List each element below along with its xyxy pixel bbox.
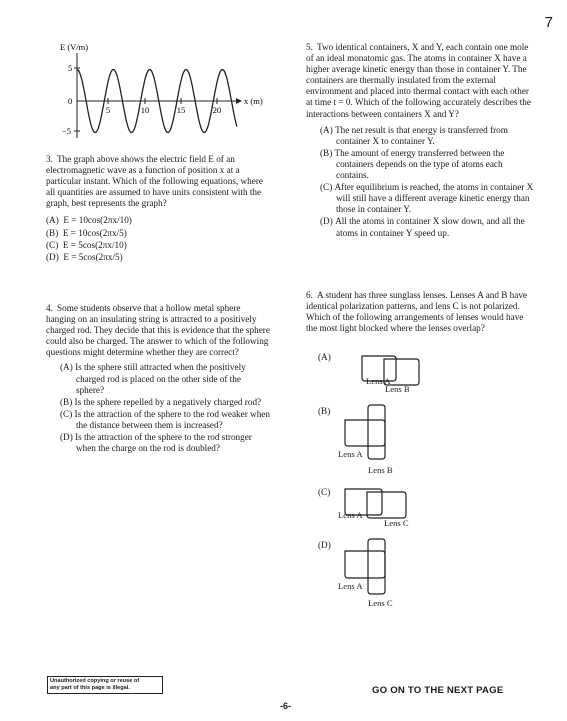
- q6c-lens-c-label: Lens C: [384, 518, 409, 528]
- q6d-lens-a-label: Lens A: [338, 581, 363, 591]
- q6a-lens-a-label: Lens A: [366, 376, 391, 386]
- graph-x-arrow: [236, 98, 242, 104]
- q6b-lens-b-label: Lens B: [368, 465, 393, 475]
- lens-a-outline: [345, 551, 385, 578]
- q3-option-c[interactable]: (C) E = 5cos(2πx/10): [46, 239, 127, 250]
- question-3: [46, 154, 271, 263]
- q5-option-b[interactable]: (B) The amount of energy transferred between the containers depends on the type of atoms each contains.: [320, 147, 505, 181]
- footer-page-label: -6-: [280, 701, 291, 711]
- lens-a-outline: [345, 420, 385, 446]
- q6c-lens-a-label: Lens A: [338, 510, 363, 520]
- q4-option-d[interactable]: (D) Is the attraction of the sphere to the rod stronger when the charge on the rod is doubled?: [60, 432, 252, 454]
- question-4: [46, 303, 271, 454]
- q6-option-b-label[interactable]: (B): [318, 406, 331, 416]
- graph-x-tick-10: 10: [140, 105, 150, 115]
- question-5: [306, 42, 536, 239]
- q6-option-a-label[interactable]: (A): [318, 352, 331, 362]
- electric-field-graph: [40, 38, 285, 143]
- q4-option-b[interactable]: (B) Is the sphere repelled by a negatively charged rod?: [60, 396, 262, 407]
- q3-option-d[interactable]: (D) E = 5cos(2πx/5): [46, 251, 123, 262]
- page-number: 7: [544, 14, 553, 31]
- question-6: [306, 290, 536, 334]
- graph-y-label: E (V/m): [60, 42, 89, 52]
- question-4-text: 4. Some students observe that a hollow metal sphere hanging on an insulating string is attracted to a positively charged rod. They decide that this is evidence that the sphere could also be charged. The answer to which of the following questions might determine whether they are correct?: [46, 303, 270, 358]
- graph-x-label: x (m): [244, 96, 263, 106]
- go-on-instruction: GO ON TO THE NEXT PAGE: [372, 685, 504, 696]
- graph-y-tick-5: 5: [68, 63, 73, 73]
- question-3-text: 3. The graph above shows the electric field E of an electromagnetic wave as a function of position x at a particular instant. Which of the following equations, where all quantities are assumed to have units consistent with the graph, best represents the graph?: [46, 154, 263, 209]
- q3-option-a[interactable]: (A) E = 10cos(2πx/10): [46, 215, 132, 226]
- q6d-lens-c-label: Lens C: [368, 598, 393, 608]
- q6a-lens-b-label: Lens B: [385, 384, 410, 394]
- q5-option-a[interactable]: (A) The net result is that energy is transferred from container X to container Y.: [320, 124, 508, 146]
- graph-y-tick-neg5: −5: [62, 126, 72, 136]
- question-6-text: 6. A student has three sunglass lenses. Lenses A and B have identical polarization patterns, and lens C is not polarized. Which of the following arrangements of lenses would have the most light blocked where the lenses overlap?: [306, 290, 528, 334]
- graph-x-tick-15: 15: [176, 105, 186, 115]
- q5-option-d[interactable]: (D) All the atoms in container X slow down, and all the atoms in container Y speed up.: [320, 216, 525, 238]
- q6b-lens-a-label: Lens A: [338, 449, 363, 459]
- q4-option-a[interactable]: (A) Is the sphere still attracted when the positively charged rod is placed on the other side of the sphere?: [60, 362, 246, 395]
- q3-option-b[interactable]: (B) E = 10cos(2πx/5): [46, 227, 127, 238]
- copyright-notice: Unauthorized copying or reuse of any part of this page is illegal.: [47, 676, 163, 694]
- graph-y-tick-0: 0: [68, 96, 73, 106]
- graph-x-tick-5: 5: [105, 105, 111, 115]
- q4-option-c[interactable]: (C) Is the attraction of the sphere to the rod weaker when the distance between them is increased?: [60, 408, 270, 430]
- q6-option-c-label[interactable]: (C): [318, 487, 331, 497]
- q5-option-c[interactable]: (C) After equilibrium is reached, the atoms in container X will still have a different average kinetic energy than those in container Y.: [320, 182, 534, 215]
- graph-x-tick-20: 20: [212, 105, 222, 115]
- q6-option-d-label[interactable]: (D): [318, 540, 331, 550]
- question-5-text: 5. Two identical containers, X and Y, each contain one mole of an ideal monatomic gas. The atoms in container X have a higher average kinetic energy than those in container Y. The containers are thermally insulated from the external environment and placed into thermal contact with each other at time t = 0. Which of the following accurately describes the interactions between containers X and Y?: [306, 42, 531, 119]
